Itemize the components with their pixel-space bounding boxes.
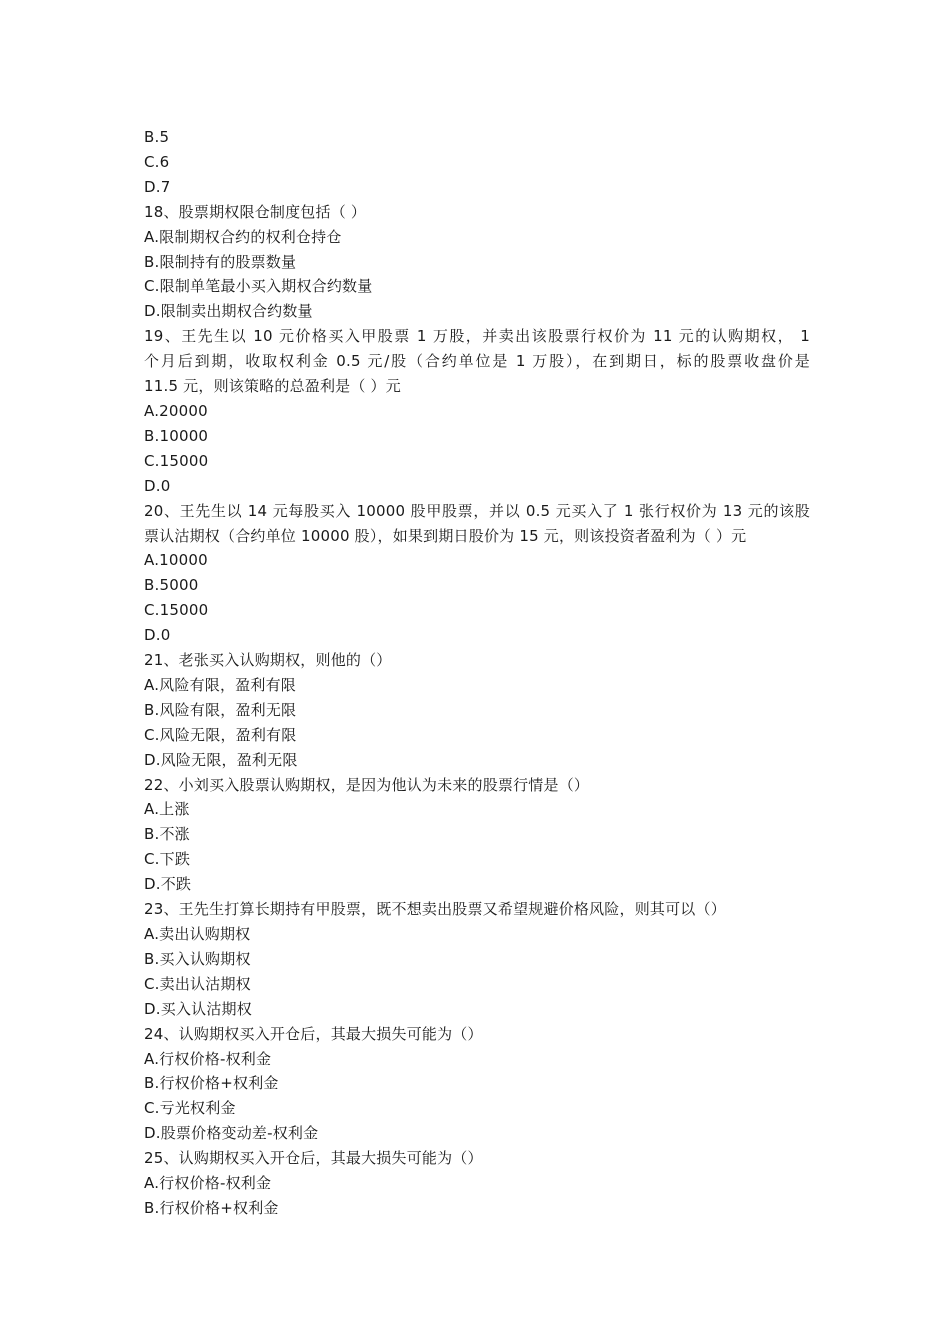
document-body	[144, 125, 810, 1221]
option-line: A.上涨	[144, 800, 190, 819]
option-line: B.行权价格+权利金	[144, 1074, 279, 1093]
question-line: 个月后到期，收取权利金 0.5 元/股（合约单位是 1 万股），在到期日，标的股票收盘价是	[144, 352, 810, 371]
question-line: 18、股票期权限仓制度包括（ ）	[144, 202, 367, 221]
question-line: 25、认购期权买入开仓后，其最大损失可能为（）	[144, 1149, 483, 1168]
option-line: A.10000	[144, 551, 208, 570]
option-line: D.风险无限，盈利无限	[144, 750, 298, 769]
option-line: D.7	[144, 177, 171, 196]
option-line: B.不涨	[144, 825, 190, 844]
option-line: D.股票价格变动差-权利金	[144, 1124, 319, 1143]
option-line: A.风险有限，盈利有限	[144, 675, 296, 694]
option-line: D.限制卖出期权合约数量	[144, 302, 313, 321]
question-line: 24、认购期权买入开仓后，其最大损失可能为（）	[144, 1024, 483, 1043]
question-line: 21、老张买入认购期权，则他的（）	[144, 651, 392, 670]
question-line: 19、王先生以 10 元价格买入甲股票 1 万股，并卖出该股票行权价为 11 元的认购期权， 1	[144, 327, 810, 346]
option-line: B.10000	[144, 426, 209, 445]
option-line: C.风险无限，盈利有限	[144, 725, 297, 744]
option-line: A.行权价格-权利金	[144, 1049, 272, 1068]
option-line: B.风险有限，盈利无限	[144, 700, 297, 719]
option-line: B.行权价格+权利金	[144, 1198, 279, 1217]
question-line: 20、王先生以 14 元每股买入 10000 股甲股票，并以 0.5 元买入了 1 张行权价为 13 元的该股	[144, 501, 810, 520]
option-line: D.0	[144, 476, 171, 495]
option-line: C.亏光权利金	[144, 1099, 236, 1118]
option-line: D.买入认沽期权	[144, 999, 252, 1018]
option-line: A.卖出认购期权	[144, 925, 251, 943]
option-line: D.0	[144, 626, 171, 645]
option-line: D.不跌	[144, 875, 192, 894]
option-line: C.下跌	[144, 850, 191, 869]
option-line: C.限制单笔最小买入期权合约数量	[144, 277, 373, 296]
question-line: 票认沽期权（合约单位 10000 股），如果到期日股价为 15 元，则该投资者盈利为（ ）元	[144, 526, 747, 545]
option-line: A.限制期权合约的权利仓持仓	[144, 227, 342, 246]
option-line: A.20000	[144, 401, 208, 420]
question-line: 11.5 元，则该策略的总盈利是（ ）元	[144, 377, 401, 396]
option-line: C.6	[144, 152, 170, 171]
question-line: 22、小刘买入股票认购期权，是因为他认为未来的股票行情是（）	[144, 775, 590, 794]
option-line: B.5000	[144, 576, 199, 595]
option-line: B.限制持有的股票数量	[144, 252, 297, 271]
option-line: B.买入认购期权	[144, 949, 251, 968]
option-line: C.15000	[144, 451, 209, 470]
option-line: A.行权价格-权利金	[144, 1174, 272, 1193]
option-line: B.5	[144, 128, 170, 146]
option-line: C.15000	[144, 601, 209, 620]
question-line: 23、王先生打算长期持有甲股票，既不想卖出股票又希望规避价格风险，则其可以（）	[144, 900, 726, 919]
option-line: C.卖出认沽期权	[144, 974, 251, 993]
